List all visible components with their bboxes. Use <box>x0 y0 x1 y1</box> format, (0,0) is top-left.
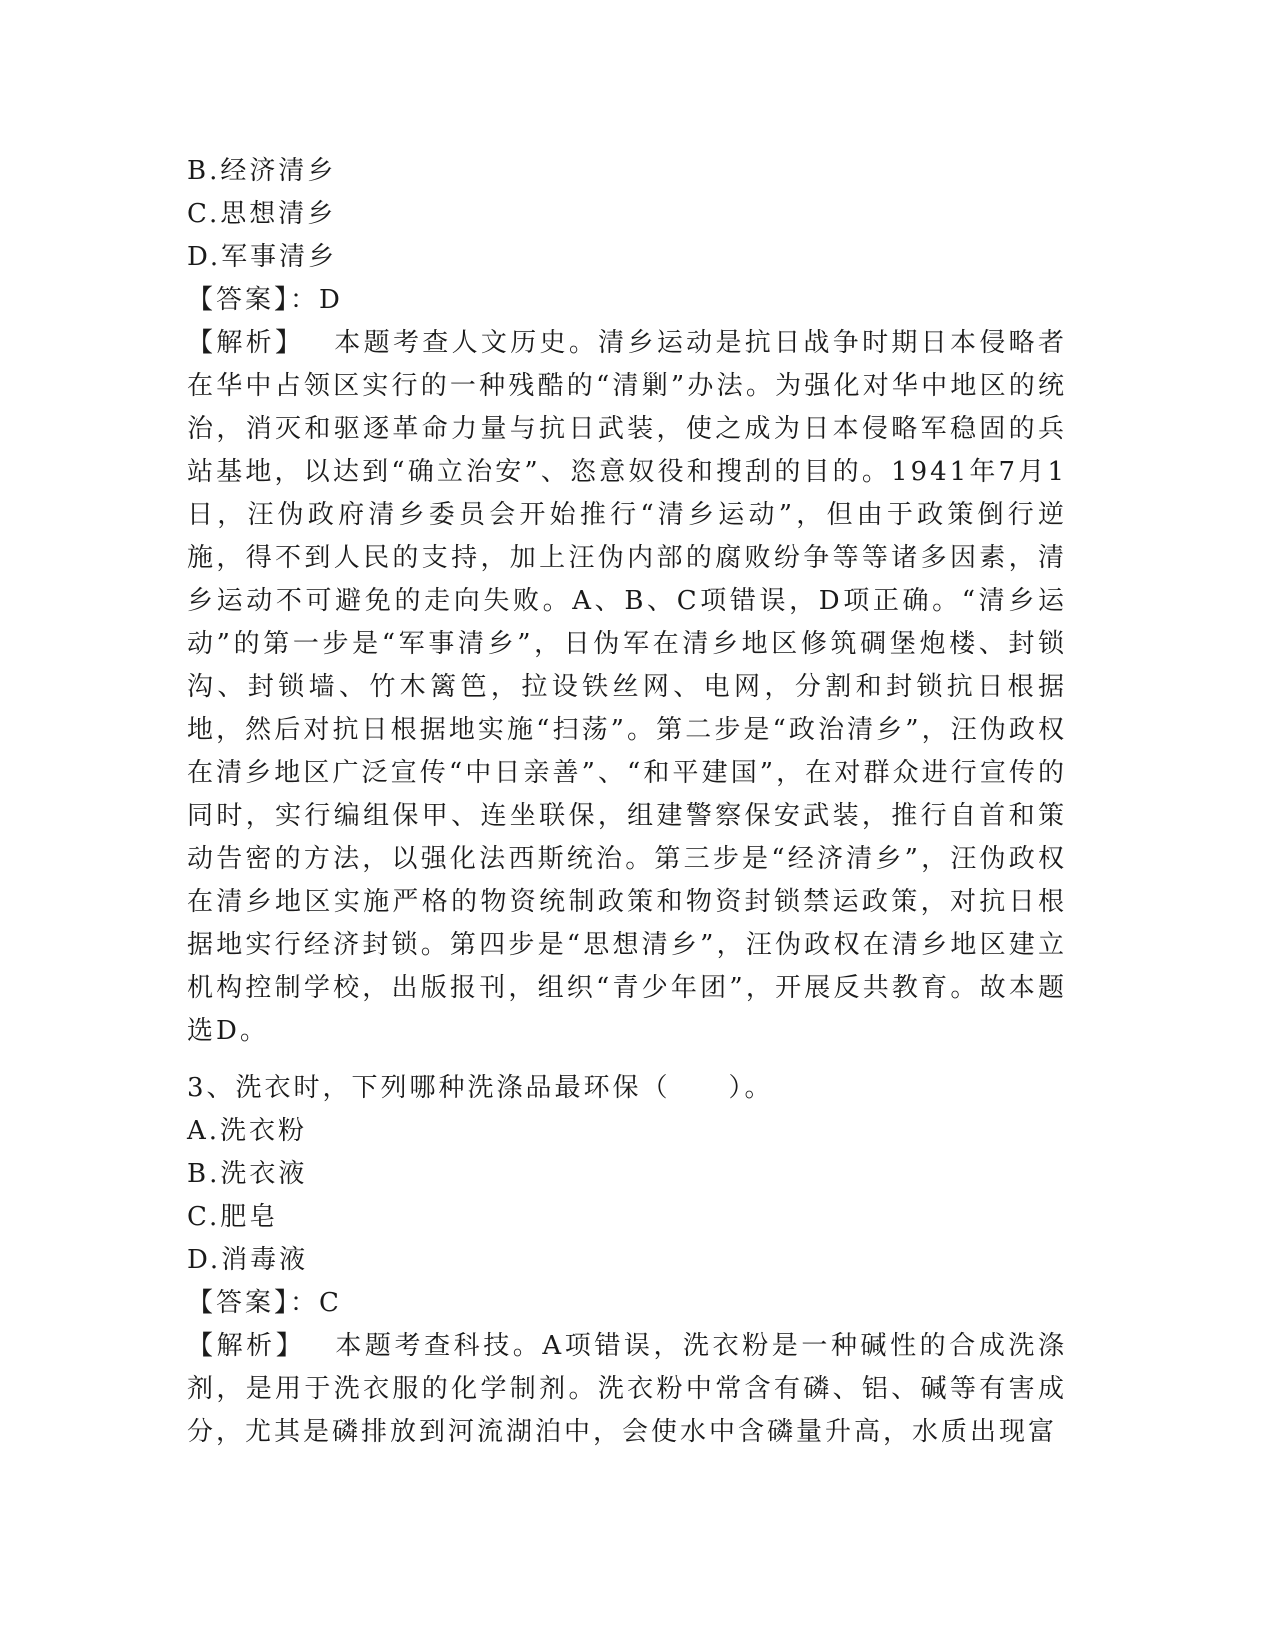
q2-analysis-label: 【解析】 <box>187 328 305 358</box>
q2-option-b: B.经济清乡 <box>187 156 337 186</box>
q2-option-d: D.军事清乡 <box>187 242 338 272</box>
q2-analysis-text: 本题考查人文历史。清乡运动是抗日战争时期日本侵略者在华中占领区实行的一种残酷的“清剿”办法。为强化对华中地区的统治，消灭和驱逐革命力量与抗日武装，使之成为日本侵略军稳固的兵站基地，以达到“确立治安”、恣意奴役和搜刮的目的。1941年7月1日，汪伪政府清乡委员会开始推行“清乡运动”，但由于政策倒行逆施，得不到人民的支持，加上汪伪内部的腐败纷争等等诸多因素，清乡运动不可避免的走向失败。A、B、C项错误，D项正确。“清乡运动”的第一步是“军事清乡”，日伪军在清乡地区修筑碉堡炮楼、封锁沟、封锁墙、竹木篱笆，拉设铁丝网、电网，分割和封锁抗日根据地，然后对抗日根据地实施“扫荡”。第二步是“政治清乡”，汪伪政权在清乡地区广泛宣传“中日亲善”、“和平建国”，在对群众进行宣传的同时，实行编组保甲、连坐联保，组建警察保安武装，推行自首和策动告密的方法，以强化法西斯统治。第三步是“经济清乡”，汪伪政权在清乡地区实施严格的物资统制政策和物资封锁禁运政策，对抗日根据地实行经济封锁。第四步是“思想清乡”，汪伪政权在清乡地区建立机构控制学校，出版报刊，组织“青少年团”，开展反共教育。故本题选D。 <box>187 328 1067 1046</box>
q3-option-a: A.洗衣粉 <box>187 1116 308 1146</box>
document-content <box>187 150 1067 1454</box>
q3-option-d: D.消毒液 <box>187 1245 309 1275</box>
q3-question: 3、洗衣时，下列哪种洗涤品最环保（ ）。 <box>187 1073 774 1103</box>
q2-answer-value: ：D <box>290 285 343 315</box>
q3-analysis-text: 本题考查科技。A项错误，洗衣粉是一种碱性的合成洗涤剂，是用于洗衣服的化学制剂。洗衣粉中常含有磷、铝、碱等有害成分，尤其是磷排放到河流湖泊中，会使水中含磷量升高，水质出现富 <box>187 1331 1067 1447</box>
q2-answer-label: 【答案】 <box>187 285 291 315</box>
q2-answer <box>187 279 1067 322</box>
q3-option-c: C.肥皂 <box>187 1202 279 1232</box>
q3-analysis-label: 【解析】 <box>187 1331 306 1361</box>
q3-answer <box>187 1282 1067 1325</box>
question-spacer <box>187 1053 1067 1067</box>
q2-option-c: C.思想清乡 <box>187 199 337 229</box>
q2-analysis <box>187 322 1067 1053</box>
q3-answer-label: 【答案】 <box>187 1288 291 1318</box>
q3-analysis <box>187 1325 1067 1454</box>
q3-answer-value: ：C <box>290 1288 342 1318</box>
q3-option-b: B.洗衣液 <box>187 1159 308 1189</box>
